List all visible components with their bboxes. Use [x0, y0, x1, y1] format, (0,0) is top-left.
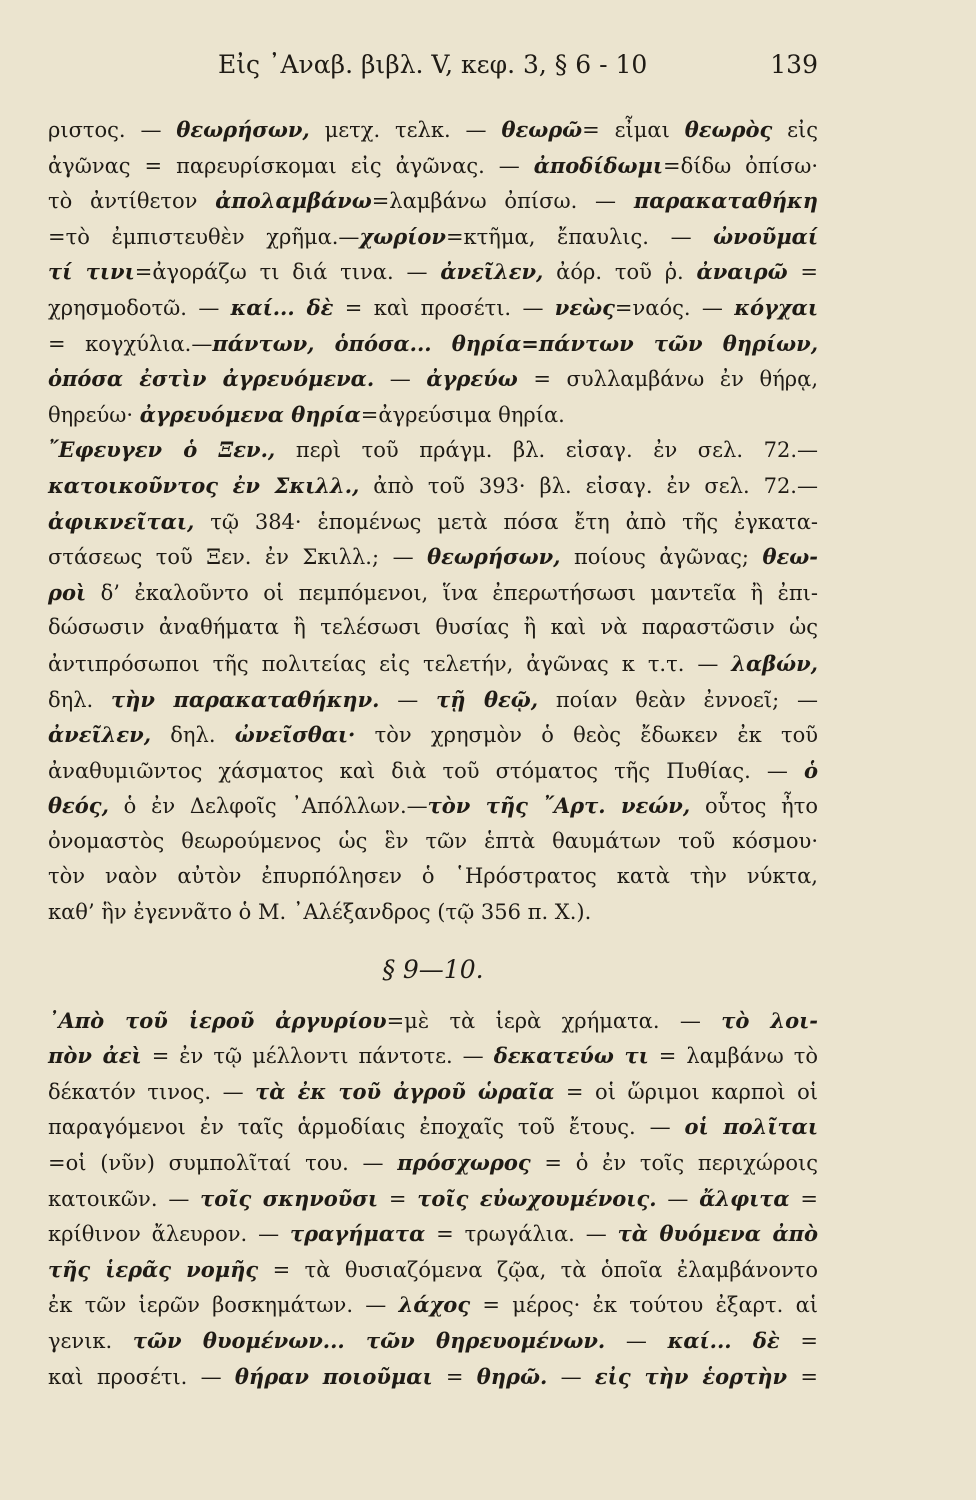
commentary-section-6-8: [48, 112, 818, 931]
text-line: ἀγῶνας = παρευρίσκομαι εἰς ἀγῶνας. — ἀποδίδωμι=δίδω ὀπίσω·: [48, 152, 818, 178]
lemma: τραγήματα: [290, 1221, 426, 1247]
text-line: θηρεύω· ἀγρευόμενα θηρία=ἀγρεύσιμα θηρία.: [48, 401, 565, 427]
lemma: πὸν ἀεὶ: [48, 1043, 142, 1069]
lemma: τὰ θυόμενα ἀπὸ: [617, 1221, 818, 1247]
text-line: γενικ. τῶν θυομένων... τῶν θηρευομένων. — καί... δὲ =: [48, 1328, 818, 1353]
lemma: ῎Εφευγεν ὁ Ξεν.,: [48, 437, 276, 463]
text-body: [48, 112, 818, 1394]
text-line: = κογχύλια.—πάντων, ὁπόσα... θηρία=πάντων τῶν θηρίων,: [48, 330, 819, 356]
lemma: παρακαταθήκη: [633, 188, 818, 214]
lemma: τὰ ἐκ τοῦ ἀγροῦ ὡραῖα: [255, 1078, 555, 1104]
text-line: ἀφικνεῖται, τῷ 384· ἑπομένως μετὰ πόσα ἔτη ἀπὸ τῆς ἐγκατα-: [48, 508, 818, 534]
section-heading: § 9—10.: [382, 954, 484, 984]
text-line: δέκατόν τινος. — τὰ ἐκ τοῦ ἀγροῦ ὡραῖα = οἱ ὥριμοι καρποὶ οἱ: [48, 1078, 818, 1104]
text-line: κατοικοῦντος ἐν Σκιλλ., ἀπὸ τοῦ 393· βλ. εἰσαγ. ἐν σελ. 72.—: [48, 472, 818, 498]
lemma: ἀνεῖλεν,: [48, 722, 152, 748]
lemma: κατοικοῦντος ἐν Σκιλλ.,: [48, 472, 360, 498]
lemma: ἀγρεύω: [426, 366, 518, 392]
lemma: τῆς ἱερᾶς νομῆς: [48, 1256, 259, 1282]
text-line: ὁπόσα ἐστὶν ἀγρευόμενα. — ἀγρεύω = συλλαμβάνω ἐν θήρᾳ,: [48, 366, 818, 392]
lemma: ἀποδίδωμι: [533, 152, 663, 178]
lemma: λάχος: [398, 1292, 471, 1318]
lemma: τὸν τῆς ῎Αρτ. νεών,: [427, 793, 691, 819]
page-number: 139: [770, 50, 818, 79]
lemma: πρόσχωρος: [397, 1150, 531, 1176]
text-line: δώσωσιν ἀναθήματα ἢ τελέσωσι θυσίας ἢ καὶ νὰ παραστῶσιν ὡς: [48, 615, 818, 640]
text-line: ῎Εφευγεν ὁ Ξεν., περὶ τοῦ πράγμ. βλ. εἰσαγ. ἐν σελ. 72.—: [48, 437, 818, 463]
lemma: κόγχαι: [734, 294, 818, 320]
lemma: θεωρὸς: [684, 117, 773, 142]
lemma: ὠνοῦμαί: [713, 223, 819, 249]
text-line: παραγόμενοι ἐν ταῖς ἁρμοδίαις ἐποχαῖς τοῦ ἔτους. — οἱ πολῖται: [48, 1114, 818, 1140]
lemma: τὴν παρακαταθήκην.: [111, 686, 380, 712]
lemma: ἀγρευόμενα θηρία: [139, 401, 361, 427]
lemma: καί... δὲ: [667, 1328, 780, 1353]
text-line: ᾿Απὸ τοῦ ἱεροῦ ἀργυρίου=μὲ τὰ ἱερὰ χρήματα. — τὸ λοι-: [48, 1007, 818, 1033]
text-line: τί τινι=ἀγοράζω τι διά τινα. — ἀνεῖλεν, ἀόρ. τοῦ ῥ. ἀναιρῶ =: [48, 259, 818, 285]
text-line: ροὶ δ’ ἐκαλοῦντο οἱ πεμπόμενοι, ἵνα ἐπερωτήσωσι μαντεῖα ἢ ἐπι-: [48, 579, 818, 605]
lemma: εἰς τὴν ἑορτὴν: [594, 1363, 788, 1389]
lemma: τί τινι: [48, 259, 135, 285]
lemma: πάντων, ὁπόσα... θηρία=πάντων τῶν θηρίων,: [212, 330, 819, 356]
text-line: χρησμοδοτῶ. — καί... δὲ = καὶ προσέτι. — νεὼς=ναός. — κόγχαι: [48, 294, 818, 320]
lemma: ἀναιρῶ: [696, 259, 788, 285]
running-title: Εἰς ᾿Αναβ. βιβλ. V, κεφ. 3, § 6 - 10: [218, 50, 648, 79]
text-line: τῆς ἱερᾶς νομῆς = τὰ θυσιαζόμενα ζῷα, τὰ ὁποῖα ἐλαμβάνοντο: [48, 1256, 818, 1282]
text-line: =οἱ (νῦν) συμπολῖταί του. — πρόσχωρος = ὁ ἐν τοῖς περιχώροις: [48, 1150, 818, 1176]
text-line: ἐκ τῶν ἱερῶν βοσκημάτων. — λάχος = μέρος· ἐκ τούτου ἐξαρτ. αἱ: [48, 1292, 818, 1318]
lemma: οἱ πολῖται: [684, 1114, 818, 1140]
lemma: ἀπολαμβάνω: [215, 188, 372, 214]
text-line: πὸν ἀεὶ = ἐν τῷ μέλλοντι πάντοτε. — δεκατεύω τι = λαμβάνω τὸ: [48, 1043, 818, 1069]
text-line: ἀναθυμιῶντος χάσματος καὶ διὰ τοῦ στόματος τῆς Πυθίας. — ὁ: [48, 757, 818, 783]
lemma: τοῖς εὐωχουμένοις.: [417, 1185, 657, 1211]
text-line: καθ’ ἣν ἐγεννᾶτο ὁ Μ. ᾿Αλέξανδρος (τῷ 356 π. Χ.).: [48, 900, 592, 925]
lemma: θήραν ποιοῦμαι: [234, 1363, 433, 1389]
lemma: τὸ λοι-: [721, 1007, 818, 1033]
lemma: ὁ: [803, 757, 818, 783]
text-line: δηλ. τὴν παρακαταθήκην. — τῇ θεῷ, ποίαν θεὰν ἐννοεῖ; —: [48, 686, 819, 712]
lemma: ἄλφιτα: [699, 1185, 790, 1211]
lemma: τοῖς σκηνοῦσι: [200, 1185, 379, 1211]
text-line: κρίθινον ἄλευρον. — τραγήματα = τρωγάλια. — τὰ θυόμενα ἀπὸ: [48, 1221, 818, 1247]
lemma: θεω-: [762, 544, 818, 570]
text-line: =τὸ ἐμπιστευθὲν χρῆμα.—χωρίον=κτῆμα, ἔπαυλις. — ὠνοῦμαί: [48, 223, 819, 249]
lemma: ἀφικνεῖται,: [48, 508, 195, 534]
commentary-section-9-10: [48, 1003, 818, 1395]
lemma: τῇ θεῷ,: [436, 686, 539, 712]
lemma: καί... δὲ: [230, 294, 334, 320]
lemma: ᾿Απὸ τοῦ ἱεροῦ ἀργυρίου: [48, 1007, 387, 1033]
text-line: ἀνεῖλεν, δηλ. ὠνεῖσθαι· τὸν χρησμὸν ὁ θεὸς ἔδωκεν ἐκ τοῦ: [48, 722, 818, 748]
lemma: ὠνεῖσθαι·: [234, 722, 356, 748]
lemma: λαβών,: [731, 650, 818, 676]
text-line: ὀνομαστὸς θεωρούμενος ὡς ἓν τῶν ἑπτὰ θαυμάτων τοῦ κόσμου·: [48, 828, 818, 853]
text-line: καὶ προσέτι. — θήραν ποιοῦμαι = θηρῶ. — εἰς τὴν ἑορτὴν =: [48, 1363, 818, 1389]
lemma: νεὼς: [554, 294, 615, 320]
text-line: ἀντιπρόσωποι τῆς πολιτείας εἰς τελετήν, ἀγῶνας κ τ.τ. — λαβών,: [48, 650, 818, 676]
lemma: θεωρήσων,: [427, 544, 561, 570]
lemma: δεκατεύω τι: [493, 1043, 649, 1069]
lemma: θεός,: [48, 793, 109, 819]
text-line: κατοικῶν. — τοῖς σκηνοῦσι = τοῖς εὐωχουμένοις. — ἄλφιτα =: [48, 1185, 819, 1211]
text-line: θεός, ὁ ἐν Δελφοῖς ᾿Απόλλων.—τὸν τῆς ῎Αρτ. νεών, οὗτος ἦτο: [48, 793, 819, 819]
lemma: ροὶ: [48, 579, 87, 605]
lemma: θεωρῶ: [501, 117, 583, 142]
lemma: θεωρήσων,: [176, 117, 310, 142]
page-header: [0, 50, 976, 90]
lemma: χωρίον: [359, 223, 446, 249]
text-line: στάσεως τοῦ Ξεν. ἐν Σκιλλ.; — θεωρήσων, ποίους ἀγῶνας; θεω-: [48, 544, 818, 570]
text-line: τὸν ναὸν αὐτὸν ἐπυρπόλησεν ὁ ῾Ηρόστρατος κατὰ τὴν νύκτα,: [48, 864, 818, 889]
text-line: τὸ ἀντίθετον ἀπολαμβάνω=λαμβάνω ὀπίσω. — παρακαταθήκη: [48, 188, 818, 214]
lemma: ἀνεῖλεν,: [440, 259, 544, 285]
lemma: ὁπόσα ἐστὶν ἀγρευόμενα.: [48, 366, 375, 392]
lemma: θηρῶ.: [476, 1363, 548, 1389]
lemma: τῶν θυομένων... τῶν θηρευομένων.: [132, 1328, 606, 1353]
text-line: ριστος. — θεωρήσων, μετχ. τελκ. — θεωρῶ= εἶμαι θεωρὸς εἰς: [48, 117, 819, 142]
